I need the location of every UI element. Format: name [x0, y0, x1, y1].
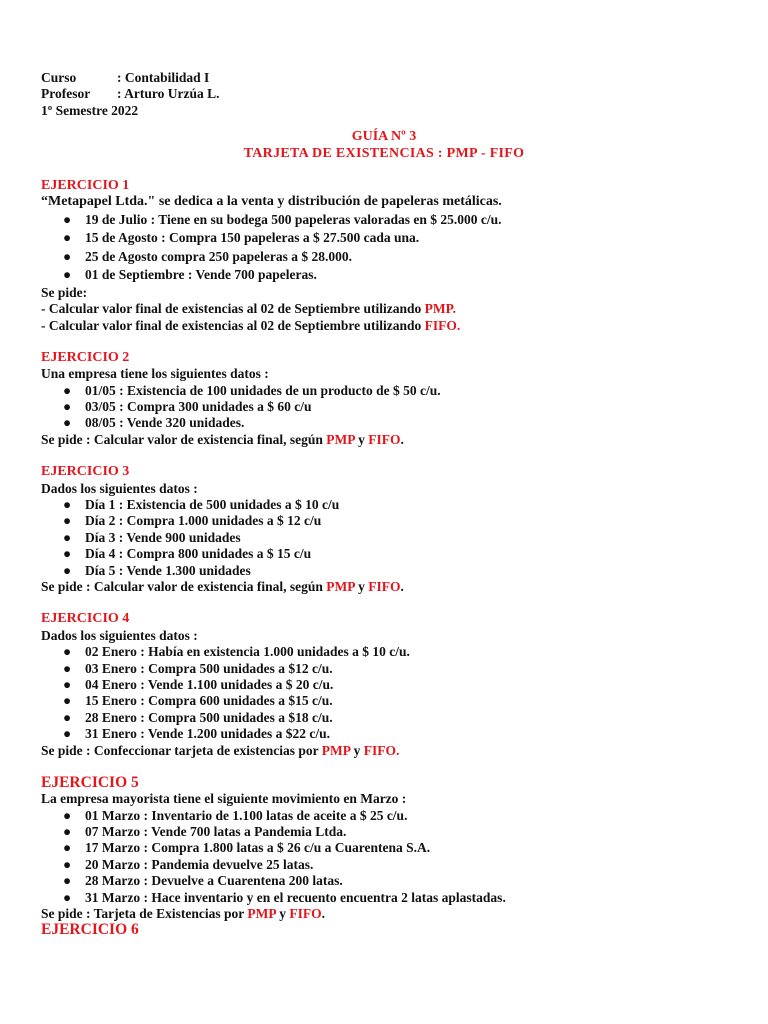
bullet-icon: ● [63, 211, 72, 227]
exercise-2-list [41, 383, 741, 432]
exercise-4-list [41, 644, 741, 742]
list-item: ● 20 Marzo : Pandemia devuelve 25 latas. [63, 856, 314, 872]
professor-line [41, 86, 741, 102]
exercise-4-title: EJERCICIO 4 [41, 611, 130, 627]
exercise-5-title: EJERCICIO 5 [41, 773, 139, 791]
list-item: ● 17 Marzo : Compra 1.800 latas a $ 26 c/u a Cuarentena S.A. [63, 840, 431, 856]
exercise-6-title: EJERCICIO 6 [41, 921, 139, 939]
exercise-2-requirement: Se pide : Calcular valor de existencia final, según PMP y FIFO. [41, 431, 404, 447]
exercise-3-title: EJERCICIO 3 [41, 464, 130, 480]
bullet-icon: ● [63, 709, 72, 725]
exercise-6 [41, 922, 741, 938]
bullet-icon: ● [63, 873, 72, 889]
list-item: ● 15 de Agosto : Compra 150 papeleras a $ 27.500 cada una. [41, 229, 741, 248]
exercise-3-requirement: Se pide : Calcular valor de existencia final, según PMP y FIFO. [41, 578, 404, 594]
bullet-icon: ● [63, 856, 72, 872]
exercise-3-intro: Dados los siguientes datos : [41, 480, 198, 496]
exercise-3 [41, 464, 741, 595]
method-fifo: FIFO [368, 578, 401, 594]
list-item: ● 19 de Julio : Tiene en su bodega 500 papeleras valoradas en $ 25.000 c/u. [41, 211, 741, 230]
exercise-1-se-pide: Se pide: [41, 284, 88, 300]
bullet-icon: ● [63, 824, 72, 840]
bullet-icon: ● [63, 807, 72, 823]
list-item: ● 15 Enero : Compra 600 unidades a $15 c/u. [63, 693, 333, 709]
method-pmp: PMP [321, 742, 351, 758]
method-pmp: PMP [326, 431, 355, 447]
bullet-icon: ● [63, 399, 72, 415]
exercise-5-list [41, 808, 741, 906]
exercise-5 [41, 775, 741, 923]
professor-label: Profesor [41, 86, 91, 102]
list-item: ● 31 Marzo : Hace inventario y en el recuento encuentra 2 latas aplastadas. [63, 889, 506, 905]
bullet-icon: ● [63, 562, 72, 578]
guide-title: GUÍA Nº 3 [351, 129, 417, 145]
bullet-icon: ● [63, 230, 72, 246]
course-value: : Contabilidad I [117, 70, 210, 85]
exercise-1-requirement-1: - Calcular valor final de existencias al 02 de Septiembre utilizando PMP. [41, 301, 456, 317]
exercise-4-intro: Dados los siguientes datos : [41, 627, 198, 643]
exercise-2-title: EJERCICIO 2 [41, 349, 130, 365]
list-item: ● 02 Enero : Había en existencia 1.000 unidades a $ 10 c/u. [63, 644, 410, 660]
list-item: ● 01/05 : Existencia de 100 unidades de un producto de $ 50 c/u. [63, 382, 441, 398]
exercise-1-title: EJERCICIO 1 [41, 177, 130, 193]
course-line [41, 70, 741, 86]
list-item: ● 31 Enero : Vende 1.200 unidades a $22 c/u. [63, 726, 331, 742]
exercise-3-list [41, 497, 741, 579]
list-item: ● Día 1 : Existencia de 500 unidades a $ 10 c/u [63, 497, 340, 513]
bullet-icon: ● [63, 546, 72, 562]
method-fifo: FIFO [368, 431, 401, 447]
list-item: ● Día 2 : Compra 1.000 unidades a $ 12 c/u [63, 513, 322, 529]
bullet-icon: ● [63, 415, 72, 431]
list-item: ● 07 Marzo : Vende 700 latas a Pandemia Ltda. [63, 824, 347, 840]
bullet-icon: ● [63, 267, 72, 283]
method-pmp: PMP [326, 578, 355, 594]
document-page [41, 70, 741, 939]
list-item: ● Día 4 : Compra 800 unidades a $ 15 c/u [63, 546, 312, 562]
exercise-2-intro: Una empresa tiene los siguientes datos : [41, 366, 269, 382]
bullet-icon: ● [63, 513, 72, 529]
bullet-icon: ● [63, 497, 72, 513]
method-fifo: FIFO [289, 906, 322, 922]
list-item: ● Día 3 : Vende 900 unidades [63, 529, 241, 545]
bullet-icon: ● [63, 726, 72, 742]
bullet-icon: ● [63, 382, 72, 398]
exercise-1 [41, 178, 741, 334]
exercise-1-intro: “Metapapel Ltda." se dedica a la venta y distribución de papeleras metálicas. [41, 194, 502, 210]
bullet-icon: ● [63, 660, 72, 676]
method-fifo: FIFO. [424, 317, 461, 333]
method-pmp: PMP. [424, 301, 456, 317]
exercise-4-requirement: Se pide : Confeccionar tarjeta de existencias por PMP y FIFO. [41, 742, 400, 758]
bullet-icon: ● [63, 529, 72, 545]
guide-subtitle: TARJETA DE EXISTENCIAS : PMP - FIFO [243, 145, 525, 161]
professor-value: : Arturo Urzúa L. [117, 86, 220, 102]
bullet-icon: ● [63, 676, 72, 692]
exercise-1-list [41, 211, 741, 285]
list-item: ● Día 5 : Vende 1.300 unidades [63, 562, 251, 578]
list-item: ● 28 Enero : Compra 500 unidades a $18 c/u. [63, 709, 333, 725]
method-fifo: FIFO. [363, 742, 400, 758]
list-item: ● 03/05 : Compra 300 unidades a $ 60 c/u [63, 399, 312, 415]
list-item: ● 03 Enero : Compra 500 unidades a $12 c/u. [63, 660, 333, 676]
exercise-5-intro: La empresa mayorista tiene el siguiente movimiento en Marzo : [41, 791, 407, 807]
list-item: ● 28 Marzo : Devuelve a Cuarentena 200 latas. [63, 873, 343, 889]
exercise-5-requirement: Se pide : Tarjeta de Existencias por PMP y FIFO. [41, 906, 326, 922]
bullet-icon: ● [63, 248, 72, 264]
list-item: ● 01 de Septiembre : Vende 700 papeleras. [41, 266, 741, 285]
exercise-2 [41, 350, 741, 448]
bullet-icon: ● [63, 840, 72, 856]
bullet-icon: ● [63, 644, 72, 660]
list-item: ● 04 Enero : Vende 1.100 unidades a $ 20 c/u. [63, 676, 334, 692]
exercise-4 [41, 611, 741, 759]
bullet-icon: ● [63, 889, 72, 905]
exercise-1-requirement-2: - Calcular valor final de existencias al 02 de Septiembre utilizando FIFO. [41, 317, 461, 333]
list-item: ● 08/05 : Vende 320 unidades. [63, 415, 245, 431]
semester-line: 1º Semestre 2022 [41, 102, 139, 118]
list-item: ● 25 de Agosto compra 250 papeleras a $ 28.000. [41, 248, 741, 267]
list-item: ● 01 Marzo : Inventario de 1.100 latas de aceite a $ 25 c/u. [63, 807, 408, 823]
method-pmp: PMP [247, 906, 276, 922]
bullet-icon: ● [63, 693, 72, 709]
course-label: Curso [41, 70, 77, 85]
